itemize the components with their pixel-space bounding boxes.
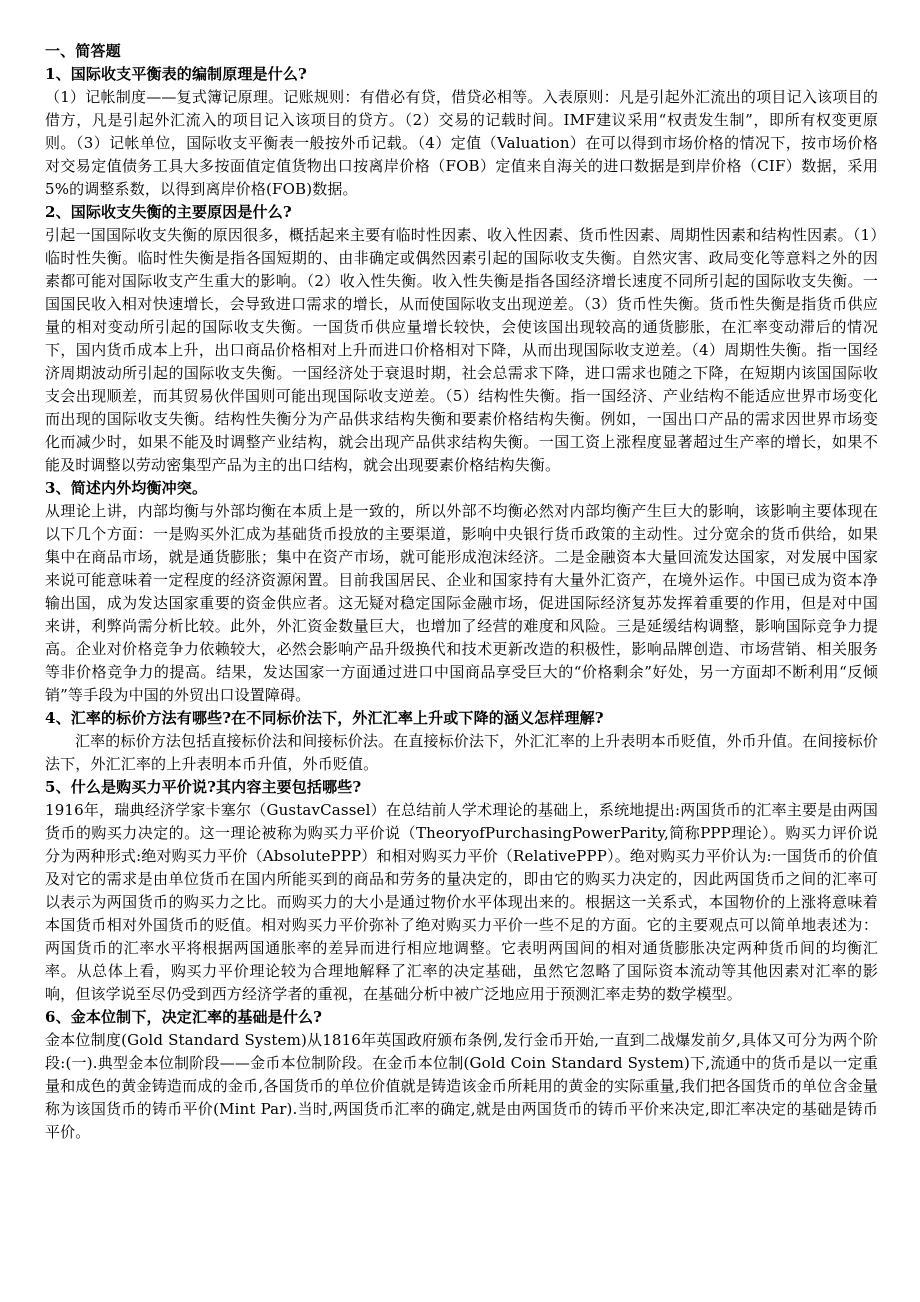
question-5-answer: 1916年，瑞典经济学家卡塞尔（GustavCassel）在总结前人学术理论的基础上，系统地提出:两国货币的汇率主要是由两国货币的购买力决定的。这一理论被称为购买力平价说（TheoryofPurchasingPowerParity,简称PPP理论）。购买力评价说分为两种形式:绝对购买力平价（AbsolutePPP）和相对购买力平价（RelativePPP）。绝对购买力平价认为:一国货币的价值及对它的需求是由单位货币在国内所能买到的商品和劳务的量决定的，即由它的购买力决定的，因此两国货币之间的汇率可以表示为两国货币的购买力之比。而购买力的大小是通过物价水平体现出来的。根据这一关系式，本国物价的上涨将意味着本国货币相对外国货币的贬值。相对购买力平价弥补了绝对购买力平价一些不足的方面。它的主要观点可以简单地表述为：两国货币的汇率水平将根据两国通胀率的差异而进行相应地调整。它表明两国间的相对通货膨胀决定两种货币间的均衡汇率。从总体上看，购买力平价理论较为合理地解释了汇率的决定基础，虽然它忽略了国际资本流动等其他因素对汇率的影响，但该学说至尽仍受到西方经济学者的重视，在基础分析中被广泛地应用于预测汇率走势的数学模型。 [45,801,878,1003]
question-3-title: 3、简述内外均衡冲突。 [45,479,208,497]
question-2-title: 2、国际收支失衡的主要原因是什么? [45,203,292,221]
question-4-answer: 汇率的标价方法包括直接标价法和间接标价法。在直接标价法下，外汇汇率的上升表明本币贬值，外币升值。在间接标价法下，外汇汇率的上升表明本币升值，外币贬值。 [45,732,878,773]
question-4-title: 4、汇率的标价方法有哪些?在不同标价法下，外汇汇率上升或下降的涵义怎样理解? [45,709,604,727]
question-1-title: 1、国际收支平衡表的编制原理是什么? [45,65,307,83]
question-5-title: 5、什么是购买力平价说?其内容主要包括哪些? [45,778,362,796]
question-3-answer: 从理论上讲，内部均衡与外部均衡在本质上是一致的，所以外部不均衡必然对内部均衡产生巨大的影响，该影响主要体现在以下几个方面：一是购买外汇成为基础货币投放的主要渠道，影响中央银行货币政策的主动性。过分宽余的货币供给，如果集中在商品市场，就是通货膨胀；集中在资产市场，就可能形成泡沫经济。二是金融资本大量回流发达国家，对发展中国家来说可能意味着一定程度的经济资源闲置。目前我国居民、企业和国家持有大量外汇资产，在境外运作。中国已成为资本净输出国，成为发达国家重要的资金供应者。这无疑对稳定国际金融市场，促进国际经济复苏发挥着重要的作用，但是对中国来讲，利弊尚需分析比较。此外，外汇资金数量巨大，也增加了经营的难度和风险。三是延缓结构调整，影响国际竞争力提高。企业对价格竞争力依赖较大，必然会影响产品升级换代和技术更新改造的积极性，影响品牌创造、市场营销、相关服务等非价格竞争力的提高。结果，发达国家一方面通过进口中国商品享受巨大的“价格剩余”好处，另一方面却不断利用“反倾销”等手段为中国的外贸出口设置障碍。 [45,502,878,704]
question-6-title: 6、金本位制下，决定汇率的基础是什么? [45,1008,323,1026]
question-1-answer: （1）记帐制度——复式簿记原理。记账规则：有借必有贷，借贷必相等。入表原则：凡是引起外汇流出的项目记入该项目的借方，凡是引起外汇流入的项目记入该项目的贷方。（2）交易的记载时间。IMF建议采用“权责发生制”，即所有权变更原则。（3）记帐单位，国际收支平衡表一般按外币记载。（4）定值（Valuation）在可以得到市场价格的情况下，按市场价格对交易定值债务工具大多按面值定值货物出口按离岸价格（FOB）定值来自海关的进口数据是到岸价格（CIF）数据，采用5%的调整系数，以得到离岸价格(FOB)数据。 [45,88,878,198]
question-2-answer: 引起一国国际收支失衡的原因很多，概括起来主要有临时性因素、收入性因素、货币性因素、周期性因素和结构性因素。（1）临时性失衡。临时性失衡是指各国短期的、由非确定或偶然因素引起的国际收支失衡。自然灾害、政局变化等意料之外的因素都可能对国际收支产生重大的影响。（2）收入性失衡。收入性失衡是指各国经济增长速度不同所引起的国际收支失衡。一国国民收入相对快速增长，会导致进口需求的增长，从而使国际收支出现逆差。（3）货币性失衡。货币性失衡是指货币供应量的相对变动所引起的国际收支失衡。一国货币供应量增长较快，会使该国出现较高的通货膨胀，在汇率变动滞后的情况下，国内货币成本上升，出口商品价格相对上升而进口价格相对下降，从而出现国际收支逆差。（4）周期性失衡。指一国经济周期波动所引起的国际收支失衡。一国经济处于衰退时期，社会总需求下降，进口需求也随之下降，在短期内该国国际收支会出现顺差，而其贸易伙伴国则可能出现国际收支逆差。（5）结构性失衡。指一国经济、产业结构不能适应世界市场变化而出现的国际收支失衡。结构性失衡分为产品供求结构失衡和要素价格结构失衡。例如，一国出口产品的需求因世界市场变化而减少时，如果不能及时调整产业结构，就会出现产品供求结构失衡。一国工资上涨程度显著超过生产率的增长，如果不能及时调整以劳动密集型产品为主的出口结构，就会出现要素价格结构失衡。 [45,226,878,474]
section-title: 一、简答题 [45,42,121,60]
question-6-answer: 金本位制度(Gold Standard System)从1816年英国政府颁布条例,发行金币开始,一直到二战爆发前夕,具体又可分为两个阶段:(一).典型金本位制阶段——金币本位制阶段。在金币本位制(Gold Coin Standard System)下,流通中的货币是以一定重量和成色的黄金铸造而成的金币,各国货币的单位价值就是铸造该金币所耗用的黄金的实际重量,我们把各国货币的单位含金量称为该国货币的铸币平价(Mint Par).当时,两国货币汇率的确定,就是由两国货币的铸币平价来决定,即汇率决定的基础是铸币平价。 [45,1031,878,1141]
